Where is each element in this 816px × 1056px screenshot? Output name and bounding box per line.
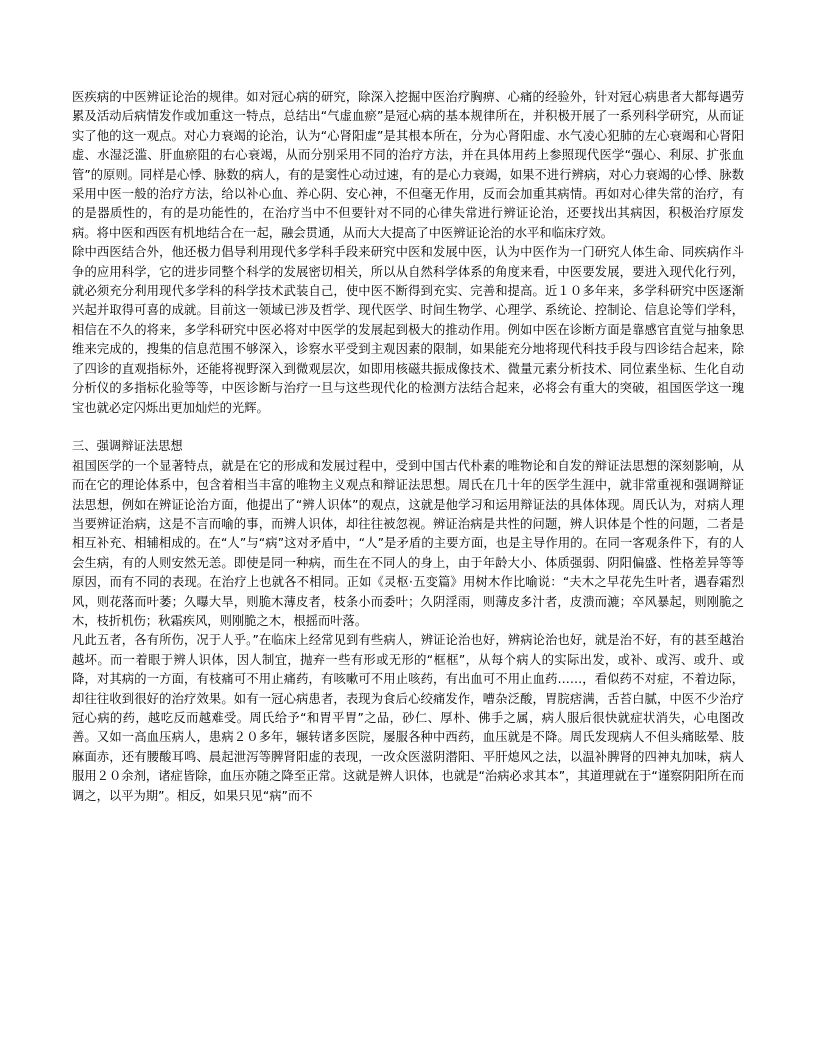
paragraph-spacer xyxy=(72,418,744,437)
paragraph: 医疾病的中医辨证论治的规律。如对冠心病的研究，除深入挖掘中医治疗胸痹、心痛的经验外，针对冠心病患者大都每遇劳累及活动后病情发作或加重这一特点，总结出“气虚血瘀”是冠心病的基本规律所在，并积极开展了一系列科学研究，从而证实了他的这一观点。对心力衰竭的论治，认为“心肾阳虚”是其根本所在，分为心肾阳虚、水气凌心犯肺的左心衰竭和心肾阳虚、水湿泛滥、肝血瘀阻的右心衰竭，从而分别采用不同的治疗方法，并在具体用药上参照现代医学“强心、利尿、扩张血管”的原则。同样是心悸、脉数的病人，有的是窦性心动过速，有的是心力衰竭，如果不进行辨病，对心力衰竭的心悸、脉数采用中医一般的治疗方法，给以补心血、养心阴、安心神，不但毫无作用，反而会加重其病情。再如对心律失常的治疗，有的是器质性的，有的是功能性的，在治疗当中不但要针对不同的心律失常进行辨证论治，还要找出其病因，积极治疗原发病。将中医和西医有机地结合在一起，融会贯通，从而大大提高了中医辨证论治的水平和临床疗效。 xyxy=(72,90,744,240)
paragraph: 除中西医结合外，他还极力倡导利用现代多学科手段来研究中医和发展中医，认为中医作为一门研究人体生命、同疾病作斗争的应用科学，它的进步同整个科学的发展密切相关，所以从自然科学体系的角度来看，中医要发展，要进入现代化行列，就必须充分利用现代多学科的科学技术武装自己，使中医不断得到充实、完善和提高。近１０多年来，多学科研究中医逐渐兴起并取得可喜的成就。目前这一领域已涉及哲学、现代医学、时间生物学、心理学、系统论、控制论、信息论等们学科，相信在不久的将来，多学科研究中医必将对中医学的发展起到极大的推动作用。例如中医在诊断方面是靠感官直觉与抽象思维来完成的，搜集的信息范围不够深入，诊察水平受到主观因素的限制，如果能充分地将现代科技手段与四诊结合起来，除了四诊的直观指标外，还能将视野深入到微观层次，如即用核磁共振成像技术、微量元素分析技术、同位素坐标、生化自动分析仪的多指标化验等等，中医诊断与治疗一旦与这些现代化的检测方法结合起来，必将会有重大的突破，祖国医学这一瑰宝也就必定闪烁出更加灿烂的光辉。 xyxy=(72,245,744,415)
section-heading: 三、强调辩证法思想 xyxy=(72,439,183,454)
document-body xyxy=(72,88,744,806)
paragraph: 凡此五者，各有所伤，况于人乎。”在临床上经常见到有些病人，辨证论治也好，辨病论治也好，就是治不好，有的甚至越治越坏。而一着眼于辨人识体，因人制宜，抛弃一些有形或无形的“框框”，从每个病人的实际出发，或补、或泻、或升、或降，对其病的一方面，有枝痛可不用止痛药，有咳嗽可不用止咳药，有出血可不用止血药……，看似药不对症，不着边际，却往往收到很好的治疗效果。如有一冠心病患者，表现为食后心绞痛发作，嘈杂泛酸，胃脘痞满，舌苔白腻，中医不少治疗冠心病的药，越吃反而越难受。周氏给予“和胃平胃”之品，砂仁、厚朴、佛手之属，病人服后很快就症状消失，心电图改善。又如一高血压病人，患病２０多年，辗转诸多医院，屡服各种中西药，血压就是不降。周氏发现病人不但头痛眩晕、肢麻面赤，还有腰酸耳鸣、晨起泄泻等脾肾阳虚的表现，一改众医滋阴潜阳、平肝熄风之法，以温补脾肾的四神丸加味，病人服用２０余剂，诸症皆除，血压亦随之降至正常。这就是辨人识体，也就是“治病必求其本”，其道理就在于“谨察阴阳所在而调之，以平为期”。相反，如果只见“病”而不 xyxy=(72,633,744,803)
paragraph: 祖国医学的一个显著特点，就是在它的形成和发展过程中，受到中国古代朴素的唯物论和自发的辩证法思想的深刻影响，从而在它的理论体系中，包含着相当丰富的唯物主义观点和辩证法思想。周氏在几十年的医学生涯中，就非常重视和强调辩证法思想，例如在辨证论治方面，他提出了“辨人识体”的观点，这就是他学习和运用辩证法的具体体现。周氏认为，对病人理当要辨证治病，这是不言而喻的事，而辨人识体，却往往被忽视。辨证治病是共性的问题，辨人识体是个性的问题，二者是相互补充、相辅相成的。在“人”与“病”这对矛盾中，“人”是矛盾的主要方面，也是主导作用的。在同一客观条件下，有的人会生病，有的人则安然无恙。即使是同一种病，而生在不同人的身上，由于年龄大小、体质强弱、阴阳偏盛、性格差异等等原因，而有不同的表现。在治疗上也就各不相同。正如《灵枢·五变篇》用树木作比喻说：“夫木之早花先生叶者，遇春霜烈风，则花落而叶萎；久曝大旱，则脆木薄皮者，枝条小而委叶；久阴淫雨，则薄皮多汁者，皮溃而漉；卒风暴起，则刚脆之木，枝折机伤；秋霜疾风，则刚脆之木，根摇而叶落。 xyxy=(72,458,744,628)
